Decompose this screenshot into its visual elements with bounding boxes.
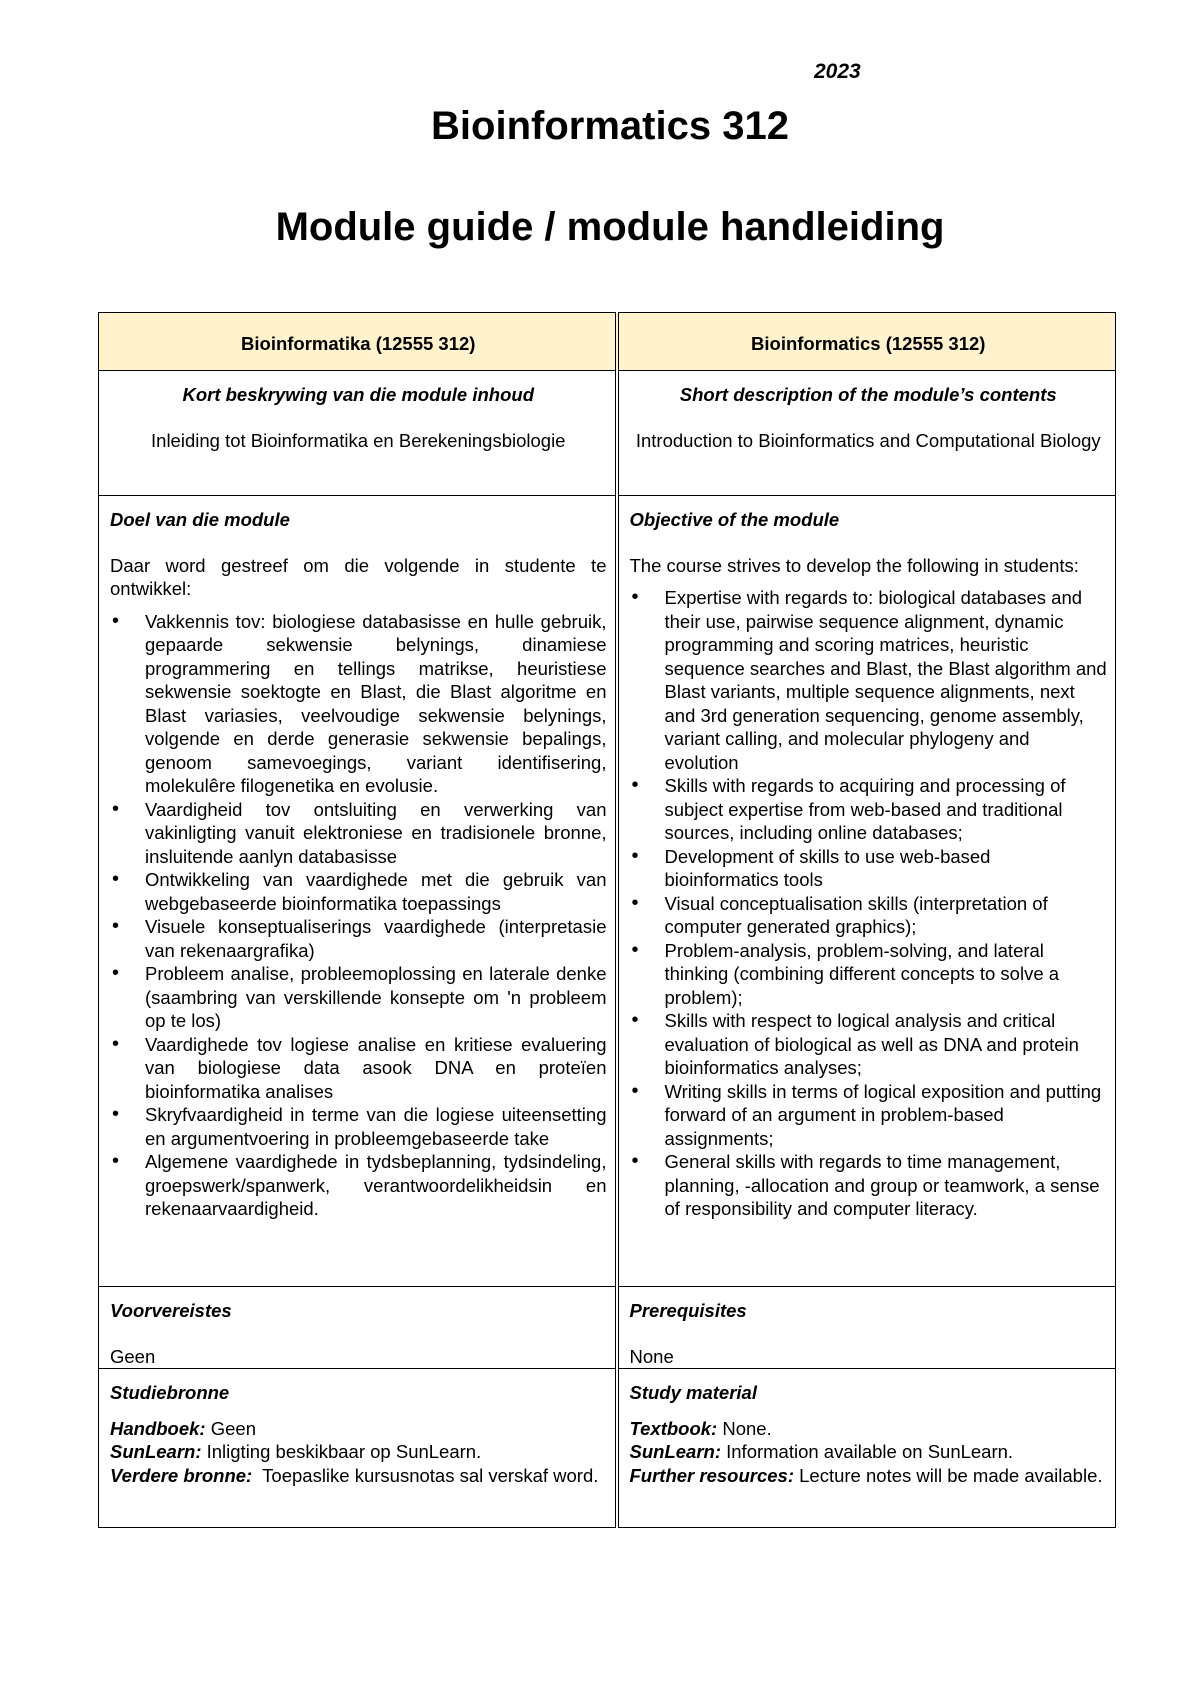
study-resource-text: None. xyxy=(717,1417,772,1439)
objective-intro-left: Daar word gestreef om die volgende in studente te ontwikkel: xyxy=(110,554,607,599)
objective-left xyxy=(99,496,617,1287)
header-left: Bioinformatika (12555 312) xyxy=(99,313,617,371)
study-row xyxy=(99,1369,1116,1528)
prerequisites-left xyxy=(99,1287,617,1369)
description-heading-right: Short description of the module’s contents xyxy=(679,384,1057,405)
study-rows-left xyxy=(110,1417,607,1488)
objective-row xyxy=(99,496,1116,1287)
study-heading-right: Study material xyxy=(629,1382,757,1403)
module-table xyxy=(98,312,1116,1528)
year-label: 2023 xyxy=(814,60,861,83)
study-heading-left: Studiebronne xyxy=(110,1382,230,1403)
study-resource-label: Handboek: xyxy=(110,1417,206,1439)
objective-item: • Probleem analise, probleemoplossing en laterale denke (saambring van verskillende konsepte om 'n probleem op te los) xyxy=(110,962,607,1033)
description-left xyxy=(99,371,617,496)
page-title: Bioinformatics 312 xyxy=(431,104,789,148)
objective-right xyxy=(617,496,1116,1287)
prerequisites-right xyxy=(617,1287,1116,1369)
prerequisites-text-right: None xyxy=(629,1345,674,1367)
objective-item: • Ontwikkeling van vaardighede met die gebruik van webgebaseerde bioinformatika toepassings xyxy=(110,868,607,915)
description-row xyxy=(99,371,1116,496)
study-resource-label: Verdere bronne: xyxy=(110,1464,253,1486)
study-resource-line xyxy=(110,1417,607,1441)
study-resource-label: Textbook: xyxy=(629,1417,718,1439)
objective-item: • Problem-analysis, problem-solving, and lateral thinking (combining different concepts to solve a problem); xyxy=(630,939,1108,1010)
objective-item: • Skryfvaardigheid in terme van die logiese uiteensetting en argumentvoering in probleemgebaseerde take xyxy=(110,1103,607,1150)
objective-item: • Vaardighede tov logiese analise en kritiese evaluering van biologiese data asook DNA en proteïen bioinformatika analises xyxy=(110,1033,607,1104)
study-rows-right xyxy=(630,1417,1108,1488)
objective-item: • Skills with respect to logical analysis and critical evaluation of biological as well as DNA and protein bioinformatics analyses; xyxy=(630,1009,1108,1080)
study-resource-text: Lecture notes will be made available. xyxy=(794,1464,1103,1486)
objective-list-left xyxy=(110,610,607,1221)
study-resource-text: Inligting beskikbaar op SunLearn. xyxy=(201,1441,482,1462)
objective-item: • Visual conceptualisation skills (interpretation of computer generated graphics); xyxy=(630,892,1108,939)
objective-heading-right: Objective of the module xyxy=(629,509,840,530)
description-text-left: Inleiding tot Bioinformatika en Berekeningsbiologie xyxy=(151,429,566,451)
study-resource-line xyxy=(630,1417,1108,1441)
study-right xyxy=(617,1369,1116,1528)
objective-intro-right: The course strives to develop the following in students: xyxy=(629,554,1079,576)
header-right: Bioinformatics (12555 312) xyxy=(617,313,1116,371)
objective-item: • General skills with regards to time management, planning, -allocation and group or teamwork, a sense of responsibility and computer literacy. xyxy=(630,1150,1108,1221)
objective-item: • Visuele konseptualiserings vaardighede (interpretasie van rekenaargrafika) xyxy=(110,915,607,962)
page-subtitle: Module guide / module handleiding xyxy=(275,205,945,249)
description-right xyxy=(617,371,1116,496)
study-resource-text: Geen xyxy=(205,1417,256,1439)
study-resource-text: Toepaslike kursusnotas sal verskaf word. xyxy=(252,1464,599,1486)
objective-item: • Writing skills in terms of logical exposition and putting forward of an argument in problem-based assignments; xyxy=(630,1080,1108,1151)
objective-list-right xyxy=(630,586,1108,1221)
description-text-right: Introduction to Bioinformatics and Computational Biology xyxy=(635,429,1101,451)
study-resource-line xyxy=(110,1464,607,1488)
study-resource-label: Further resources: xyxy=(629,1464,794,1486)
prerequisites-heading-right: Prerequisites xyxy=(629,1300,747,1321)
study-resource-line xyxy=(630,1440,1108,1464)
prerequisites-heading-left: Voorvereistes xyxy=(110,1300,232,1321)
prerequisites-row xyxy=(99,1287,1116,1369)
objective-item: • Algemene vaardighede in tydsbeplanning, tydsindeling, groepswerk/spanwerk, verantwoordelikheidsin en rekenaarvaardigheid. xyxy=(110,1150,607,1221)
study-resource-label: SunLearn: xyxy=(629,1441,721,1462)
prerequisites-text-left: Geen xyxy=(110,1345,156,1367)
objective-item: • Expertise with regards to: biological databases and their use, pairwise sequence alignment, dynamic programming and scoring matrices, heuristic sequence searches and Blast, the Blast algorithm and Blast variants, multiple sequence alignments, next and 3rd generation sequencing, genome assembly, variant calling, and molecular phylogeny and evolution xyxy=(630,586,1108,774)
study-resource-line xyxy=(110,1440,607,1464)
objective-item: • Skills with regards to acquiring and processing of subject expertise from web-based and traditional sources, including online databases; xyxy=(630,774,1108,845)
study-resource-text: Information available on SunLearn. xyxy=(720,1441,1014,1462)
study-left xyxy=(99,1369,617,1528)
objective-item: • Vakkennis tov: biologiese databasisse en hulle gebruik, gepaarde sekwensie belynings, dinamiese programmering en tellings matrikse, heuristiese sekwensie soektogte en Blast, die Blast algoritme en Blast variasies, veelvoudige sekwensie belynings, volgende en derde generasie sekwensie bepalings, genoom samevoegings, variant identifisering, molekulêre filogenetika en evolusie. xyxy=(110,610,607,798)
objective-heading-left: Doel van die module xyxy=(110,509,290,530)
study-resource-line xyxy=(630,1464,1108,1488)
objective-item: • Development of skills to use web-based bioinformatics tools xyxy=(630,845,1108,892)
description-heading-left: Kort beskrywing van die module inhoud xyxy=(182,384,535,405)
header-row xyxy=(99,313,1116,371)
study-resource-label: SunLearn: xyxy=(110,1441,202,1462)
objective-item: • Vaardigheid tov ontsluiting en verwerking van vakinligting vanuit elektroniese en tradisionele bronne, insluitende aanlyn databasisse xyxy=(110,798,607,869)
